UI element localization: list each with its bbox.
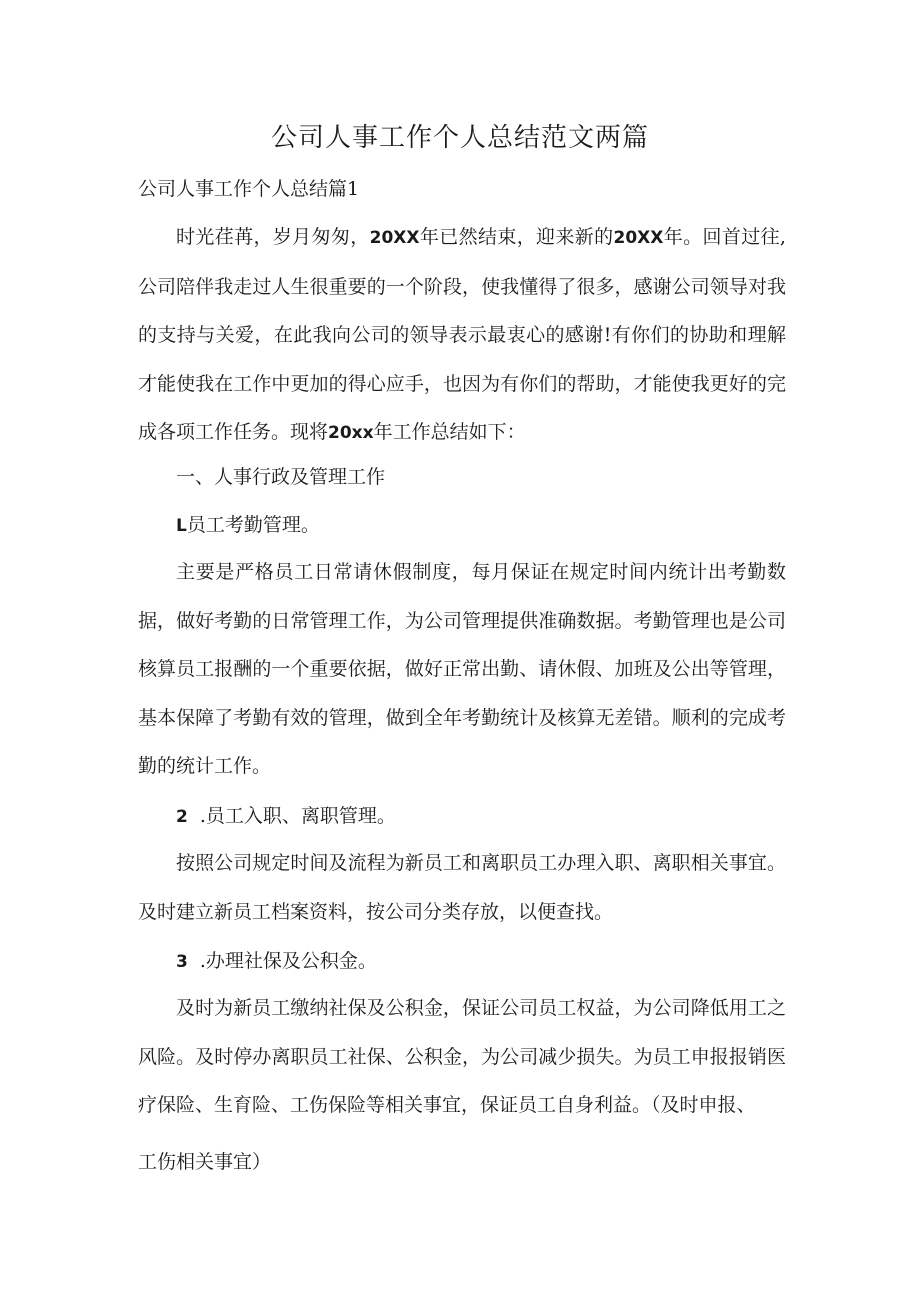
intro-text-4: 年工作总结如下：: [373, 421, 526, 444]
intro-text-3: 年。回首过往,公司陪伴我走过人生很重要的一个阶段，使我懂得了很多，感谢公司领导对我的支持与关爱，在此我向公司的领导表示最衷心的感谢!有你们的协助和理解才能使我在工作中更加的得心应手，也因为有你们的帮助，才能使我更好的完成各项工作任务。现将: [138, 226, 786, 444]
item-title-1: 员工考勤管理。: [186, 514, 320, 536]
item-body-1: 主要是严格员工日常请休假制度，每月保证在规定时间内统计出考勤数据，做好考勤的日常管理工作，为公司管理提供准确数据。考勤管理也是公司核算员工报酬的一个重要依据，做好正常出勤、请休假、加班及公出等管理，基本保障了考勤有效的管理，做到全年考勤统计及核算无差错。顺利的完成考勤的统计工作。: [138, 561, 786, 778]
section-heading-1: 一、人事行政及管理工作: [176, 466, 386, 488]
document-title: 公司人事工作个人总结范文两篇: [270, 123, 649, 153]
closing-line: 工伤相关事宜）: [138, 1151, 272, 1173]
item-title-2: .员工入职、离职管理。: [199, 805, 396, 827]
item-title-3: .办理社保及公积金。: [199, 950, 377, 972]
item-number-3: 3: [176, 952, 188, 972]
intro-text-2: 年已然结束，迎来新的: [419, 226, 614, 248]
intro-year-2: 20XX: [613, 228, 664, 248]
intro-year-3: 20xx: [328, 423, 374, 444]
intro-year-1: 20XX: [369, 228, 420, 248]
item-body-3: 及时为新员工缴纳社保及公积金，保证公司员工权益，为公司降低用工之风险。及时停办离职员工社保、公积金，为公司减少损失。为员工申报报销医疗保险、生育险、工伤保险等相关事宜，保证员工自身利益。（及时申报、: [138, 997, 786, 1117]
intro-text-1: 时光荏苒，岁月匆匆，: [176, 226, 370, 248]
item-heading-2: [176, 801, 396, 832]
item-heading-3: [176, 946, 377, 977]
item-number-1: L: [176, 516, 187, 536]
item-body-2: 按照公司规定时间及流程为新员工和离职员工办理入职、离职相关事宜。及时建立新员工档案资料，按公司分类存放，以便查找。: [138, 852, 786, 923]
item-number-2: 2: [176, 807, 188, 827]
item-heading-1: [176, 510, 320, 541]
document-subtitle: 公司人事工作个人总结篇1: [138, 178, 360, 200]
intro-paragraph: [138, 213, 786, 458]
